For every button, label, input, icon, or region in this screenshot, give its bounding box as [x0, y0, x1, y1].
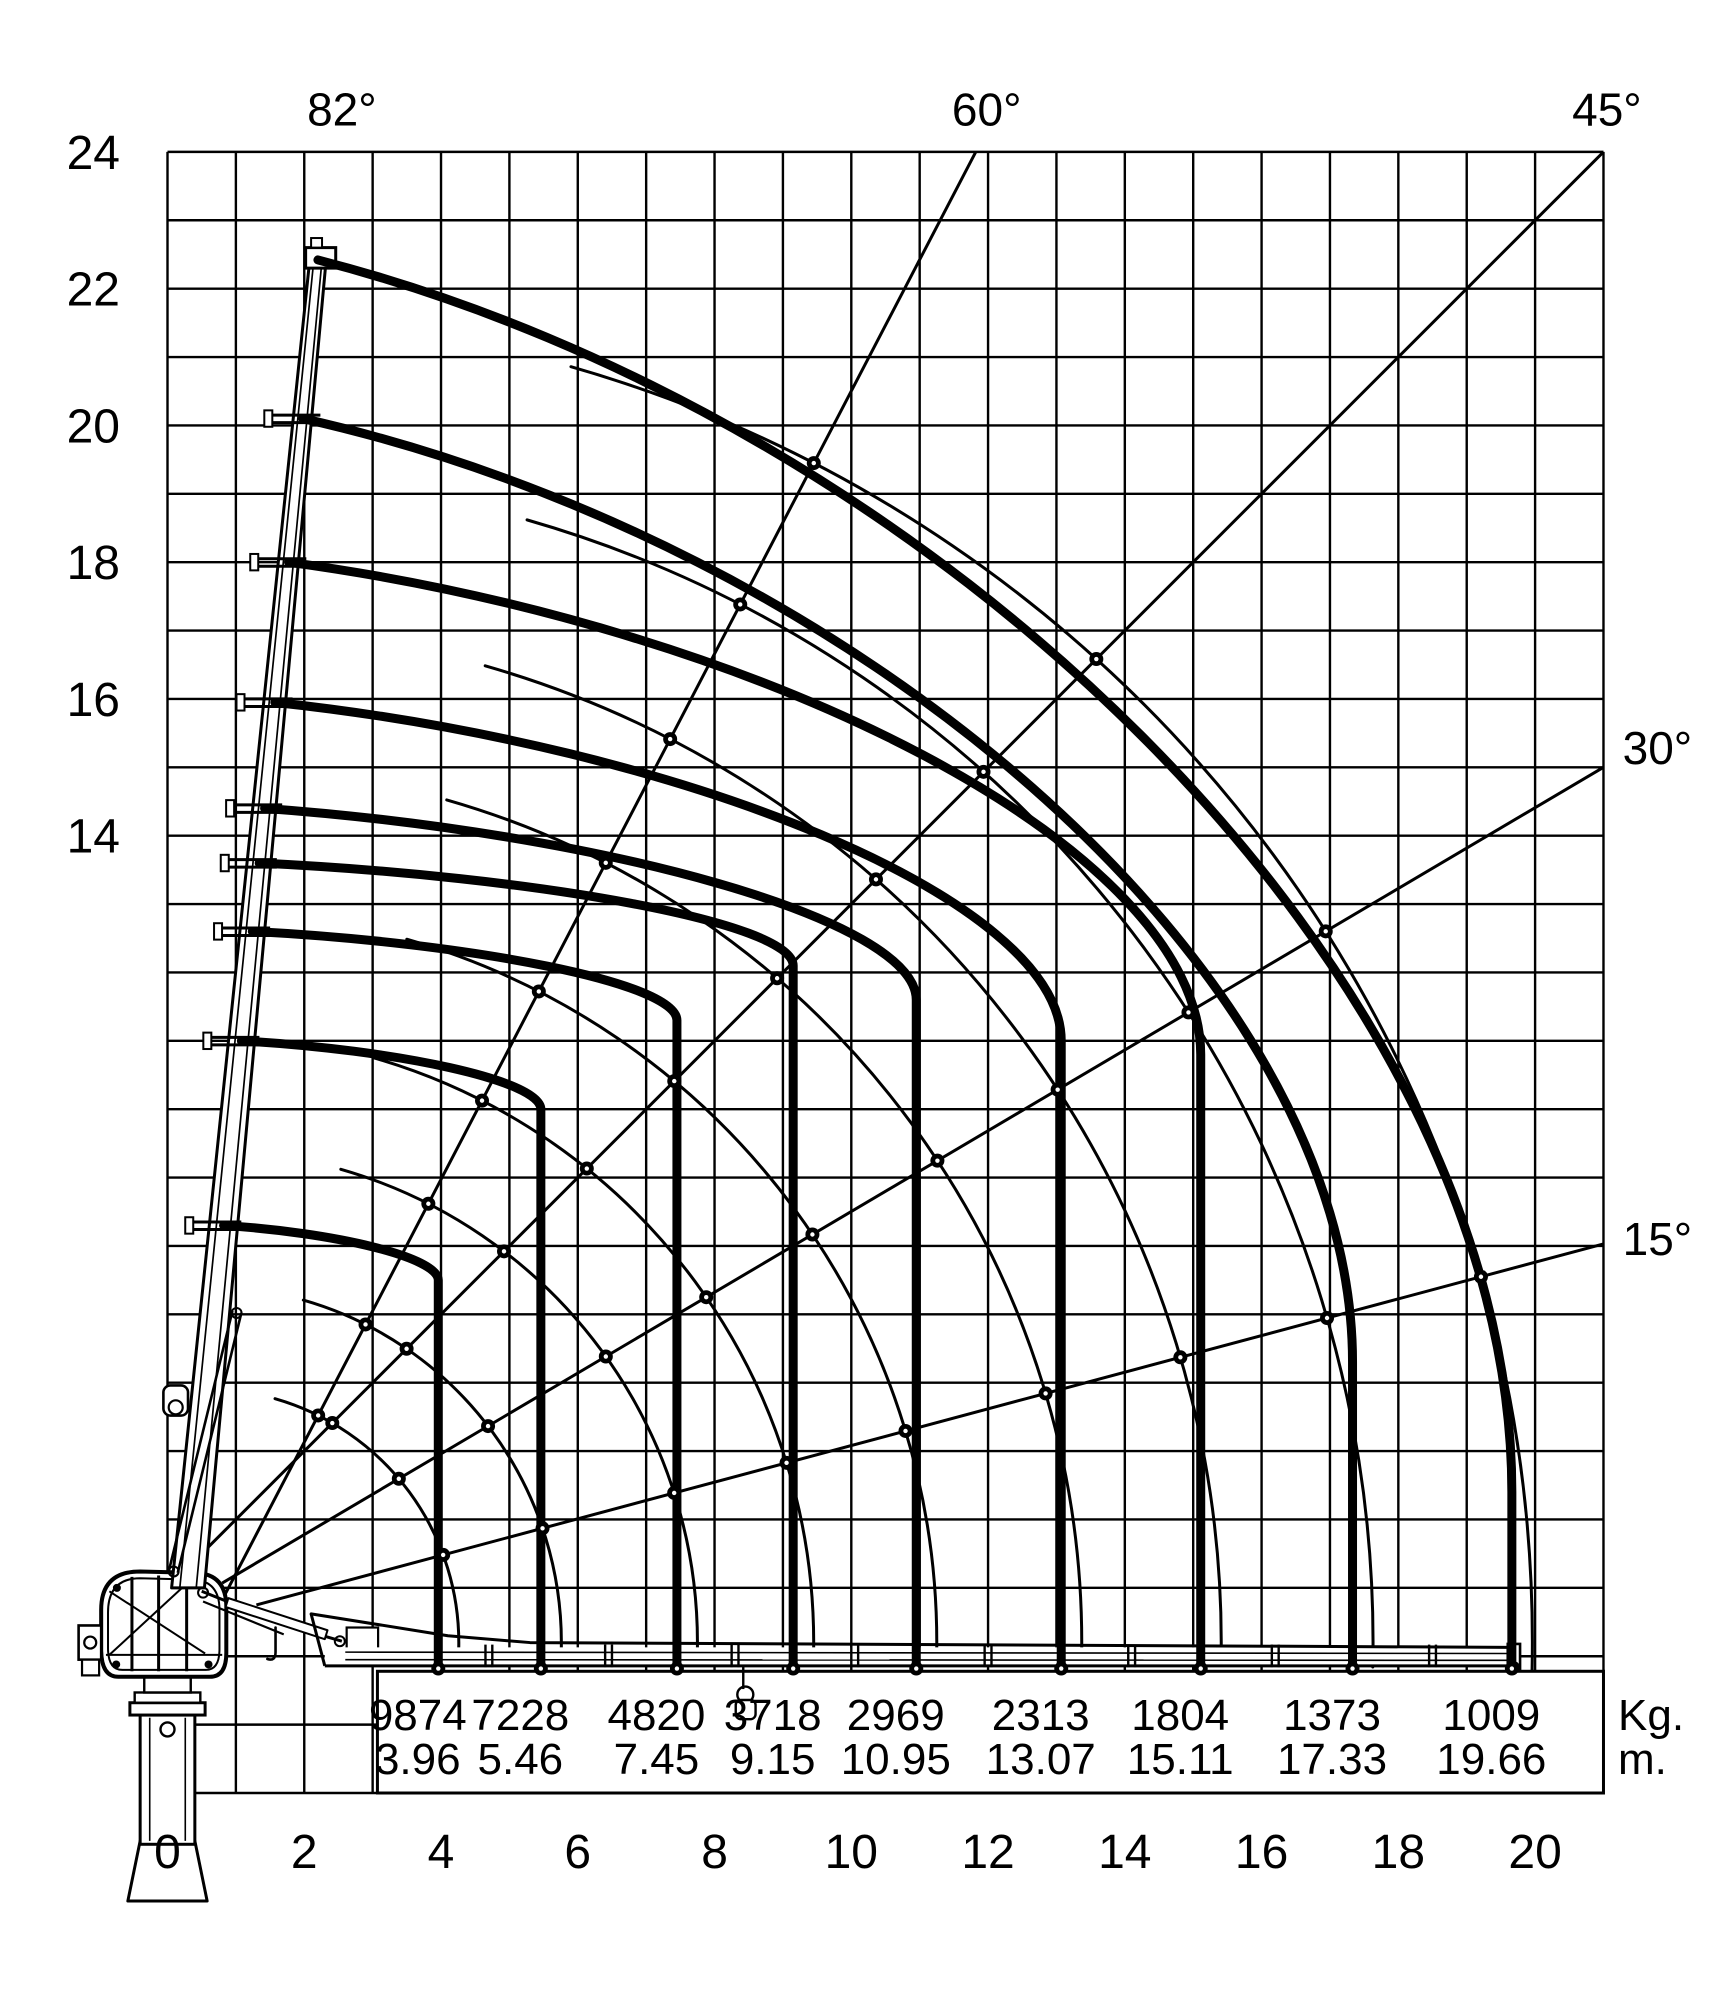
boom-collar [214, 923, 222, 939]
y-tick-label: 24 [66, 126, 120, 180]
load-m-value: 7.45 [613, 1735, 700, 1784]
load-kg-value: 3718 [723, 1691, 822, 1740]
angle-label-15: 15° [1622, 1213, 1693, 1266]
x-tick-label: 18 [1371, 1826, 1426, 1879]
crane-column [140, 1715, 195, 1844]
angle-label-45: 45° [1572, 83, 1642, 136]
crane-flange [130, 1703, 205, 1715]
boom-collar [221, 855, 229, 871]
angle-label-30: 30° [1622, 722, 1693, 775]
load-m-value: 5.46 [477, 1735, 564, 1784]
load-m-value: 9.15 [729, 1735, 816, 1784]
boom-collar [264, 410, 272, 426]
angle-label-60: 60° [951, 83, 1022, 136]
boom-collar [250, 554, 258, 570]
load-m-value: 17.33 [1276, 1735, 1388, 1784]
load-m-value: 13.07 [985, 1735, 1096, 1784]
x-tick-label: 12 [961, 1826, 1015, 1879]
boom-collar [203, 1033, 211, 1049]
boom-collar [237, 694, 245, 710]
x-tick-label: 14 [1098, 1826, 1152, 1879]
y-tick-label: 20 [66, 400, 120, 454]
x-tick-label: 2 [290, 1826, 318, 1879]
angle-label-82: 82° [307, 83, 377, 136]
x-tick-label: 16 [1234, 1826, 1289, 1879]
load-kg-value: 4820 [607, 1691, 706, 1740]
load-kg-value: 1373 [1283, 1691, 1381, 1740]
unit-label-kg: Kg. [1618, 1691, 1685, 1740]
y-tick-label: 14 [66, 810, 120, 864]
boom-collar [226, 800, 234, 816]
unit-label-m: m. [1618, 1735, 1667, 1784]
load-kg-value: 1804 [1131, 1691, 1230, 1740]
load-m-value: 3.96 [374, 1735, 461, 1784]
load-kg-value: 2969 [846, 1691, 945, 1740]
knuckle-plate [347, 1628, 378, 1651]
load-kg-value: 9874 [368, 1691, 467, 1740]
boom-collar [185, 1217, 193, 1233]
crane-flange2 [135, 1692, 201, 1702]
load-kg-value: 7228 [471, 1691, 570, 1740]
load-m-value: 19.66 [1436, 1735, 1547, 1784]
x-tick-label: 6 [564, 1826, 592, 1879]
x-tick-label: 0 [154, 1826, 181, 1879]
load-m-value: 15.11 [1126, 1735, 1234, 1784]
x-tick-label: 8 [701, 1826, 728, 1879]
x-tick-label: 10 [824, 1826, 878, 1879]
x-tick-label: 20 [1508, 1826, 1562, 1879]
y-tick-label: 16 [66, 673, 120, 727]
crane-left-bracket [79, 1625, 102, 1659]
x-tick-label: 4 [427, 1826, 455, 1879]
load-kg-value: 1009 [1442, 1691, 1541, 1740]
load-kg-value: 2313 [991, 1691, 1090, 1740]
load-m-value: 10.95 [840, 1735, 951, 1784]
y-tick-label: 22 [66, 263, 120, 317]
y-tick-label: 18 [66, 537, 120, 591]
